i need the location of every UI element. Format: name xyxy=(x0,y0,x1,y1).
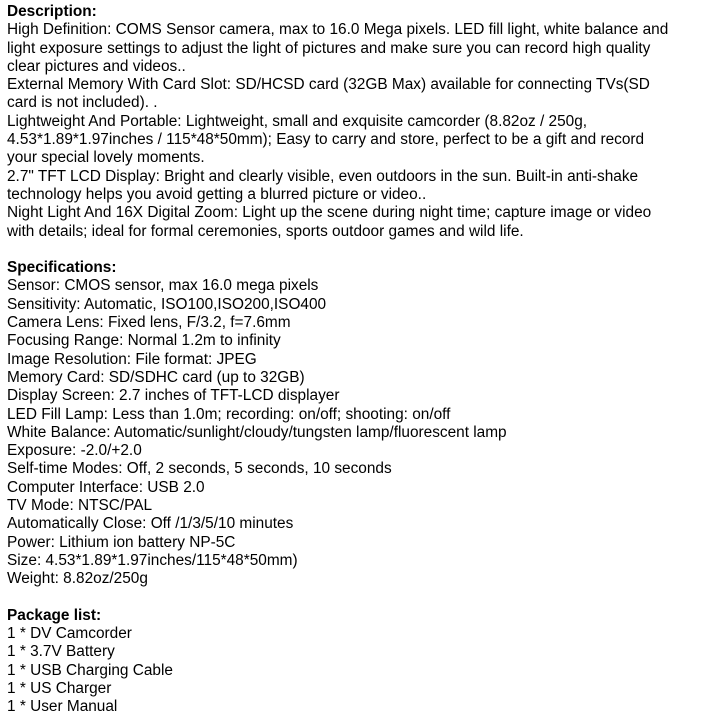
description-line: card is not included). . xyxy=(7,94,158,112)
description-paragraph-night-light xyxy=(7,204,712,241)
spec-item-size: Size: 4.53*1.89*1.97inches/115*48*50mm) xyxy=(7,551,298,569)
specifications-heading: Specifications: xyxy=(7,259,117,277)
description-line: technology helps you avoid getting a blurred picture or video.. xyxy=(7,185,427,203)
spec-item-sensitivity: Sensitivity: Automatic, ISO100,ISO200,ISO400 xyxy=(7,295,327,313)
package-list-section xyxy=(7,607,712,717)
package-item-user-manual: 1 * User Manual xyxy=(7,698,118,716)
description-paragraph-external-memory xyxy=(7,76,712,113)
package-item-usb-cable: 1 * USB Charging Cable xyxy=(7,661,173,679)
spec-item-memory-card: Memory Card: SD/SDHC card (up to 32GB) xyxy=(7,368,305,386)
description-line: with details; ideal for formal ceremonies, sports outdoor games and wild life. xyxy=(7,222,524,240)
spec-item-display-screen: Display Screen: 2.7 inches of TFT-LCD displayer xyxy=(7,387,340,405)
description-line: clear pictures and videos.. xyxy=(7,57,186,75)
spec-item-tv-mode: TV Mode: NTSC/PAL xyxy=(7,497,153,515)
package-item-us-charger: 1 * US Charger xyxy=(7,679,112,697)
spec-item-exposure: Exposure: -2.0/+2.0 xyxy=(7,442,142,460)
description-line: your special lovely moments. xyxy=(7,149,205,167)
package-item-battery: 1 * 3.7V Battery xyxy=(7,643,115,661)
spec-item-focusing-range: Focusing Range: Normal 1.2m to infinity xyxy=(7,332,281,350)
description-line: 4.53*1.89*1.97inches / 115*48*50mm); Easy to carry and store, perfect to be a gift and record xyxy=(7,131,645,149)
description-section xyxy=(7,3,712,241)
description-line: light exposure settings to adjust the light of pictures and make sure you can record high quality xyxy=(7,39,651,57)
spec-item-sensor: Sensor: CMOS sensor, max 16.0 mega pixels xyxy=(7,277,319,295)
section-spacer xyxy=(7,241,712,259)
description-paragraph-lightweight xyxy=(7,113,712,168)
description-heading: Description: xyxy=(7,3,97,20)
spec-item-automatically-close: Automatically Close: Off /1/3/5/10 minutes xyxy=(7,515,294,533)
spec-item-power: Power: Lithium ion battery NP-5C xyxy=(7,533,236,551)
spec-item-image-resolution: Image Resolution: File format: JPEG xyxy=(7,350,257,368)
description-line: 2.7" TFT LCD Display: Bright and clearly visible, even outdoors in the sun. Built-in anti-shake xyxy=(7,167,639,185)
spec-item-white-balance: White Balance: Automatic/sunlight/cloudy/tungsten lamp/fluorescent lamp xyxy=(7,423,507,441)
spec-item-led-fill-lamp: LED Fill Lamp: Less than 1.0m; recording: on/off; shooting: on/off xyxy=(7,405,451,423)
spec-item-computer-interface: Computer Interface: USB 2.0 xyxy=(7,478,205,496)
description-paragraph-high-definition xyxy=(7,21,712,76)
description-line: High Definition: COMS Sensor camera, max to 16.0 Mega pixels. LED fill light, white balance and xyxy=(7,21,669,39)
spec-item-self-time-modes: Self-time Modes: Off, 2 seconds, 5 seconds, 10 seconds xyxy=(7,460,392,478)
description-paragraph-lcd-display xyxy=(7,168,712,205)
package-list-heading: Package list: xyxy=(7,606,102,624)
spec-item-weight: Weight: 8.82oz/250g xyxy=(7,570,148,588)
spec-item-camera-lens: Camera Lens: Fixed lens, F/3.2, f=7.6mm xyxy=(7,314,291,332)
package-item-camcorder: 1 * DV Camcorder xyxy=(7,625,132,643)
description-line: Night Light And 16X Digital Zoom: Light up the scene during night time; capture image or video xyxy=(7,204,652,222)
specifications-section xyxy=(7,259,712,588)
section-spacer xyxy=(7,589,712,607)
description-line: External Memory With Card Slot: SD/HCSD card (32GB Max) available for connecting TVs(SD xyxy=(7,76,650,94)
description-line: Lightweight And Portable: Lightweight, small and exquisite camcorder (8.82oz / 250g, xyxy=(7,112,588,130)
